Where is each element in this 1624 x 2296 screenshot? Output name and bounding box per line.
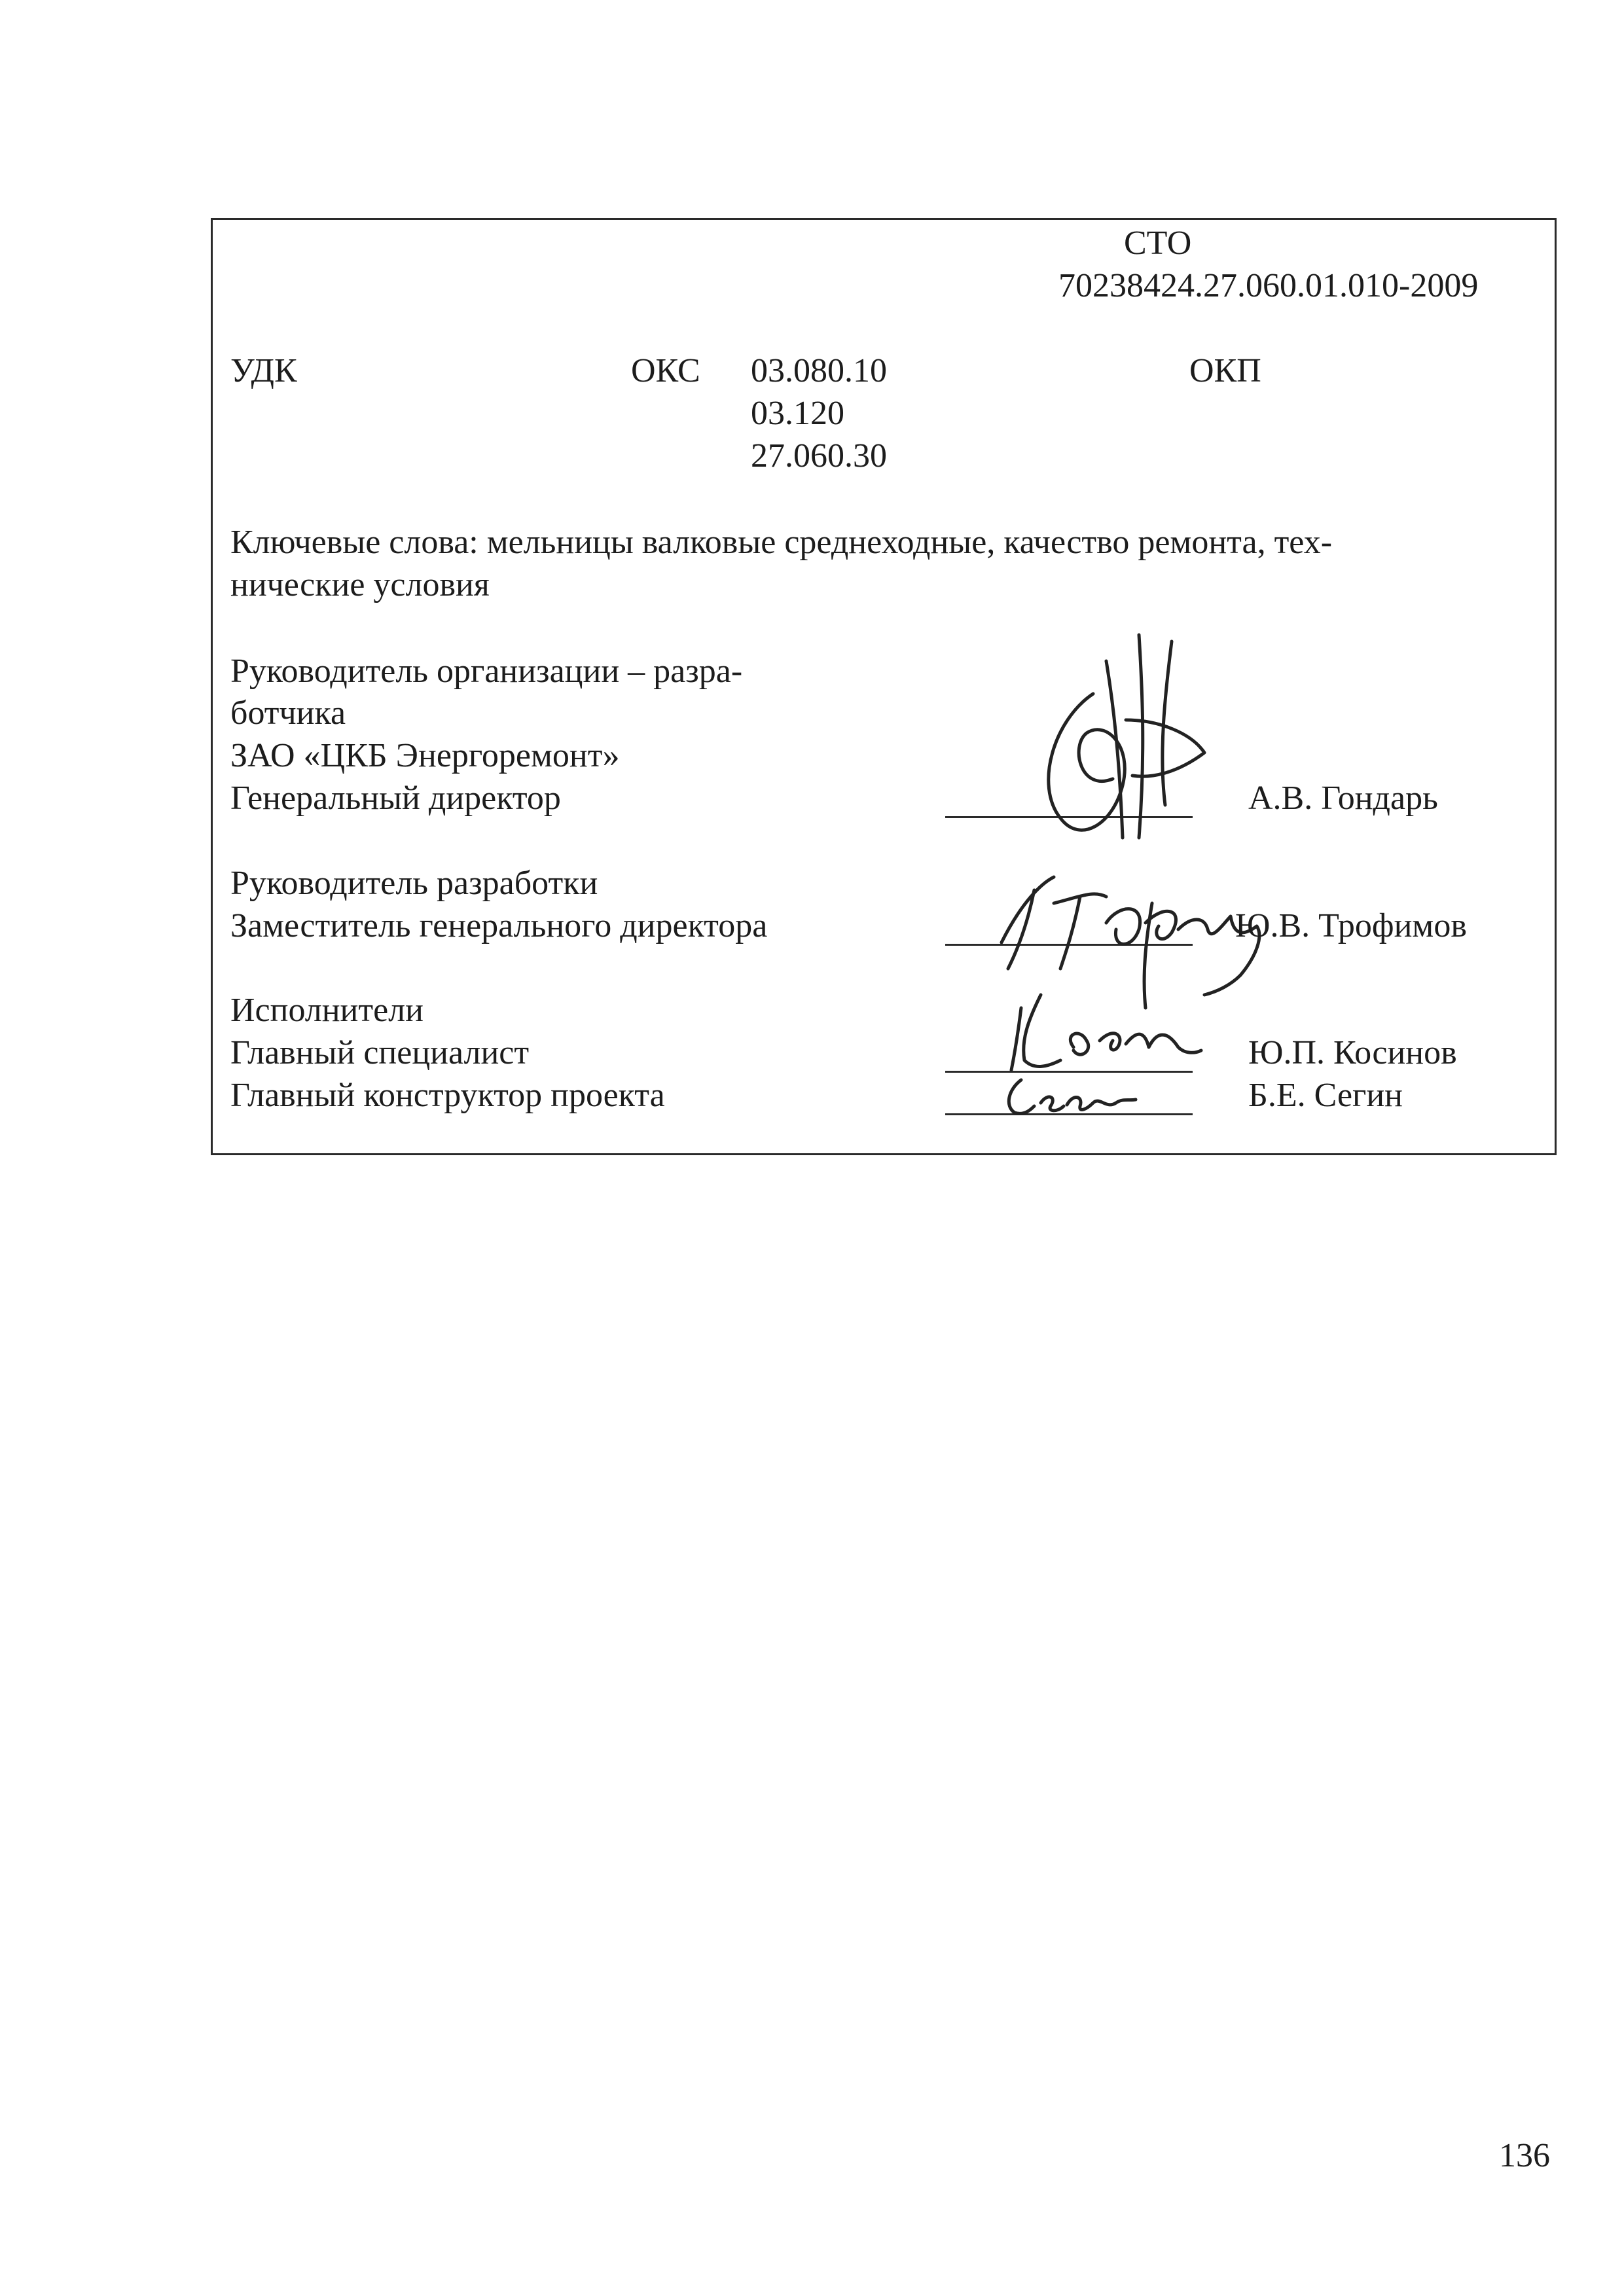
oks-label: ОКС — [631, 352, 700, 389]
page-number: 136 — [1499, 2137, 1550, 2174]
org-name: ЗАО «ЦКБ Энергоремонт» — [230, 737, 620, 774]
executor-name: Ю.П. Косинов — [1248, 1034, 1457, 1071]
org-head-line: ботчика — [230, 694, 346, 732]
signature-gondar — [1008, 622, 1224, 857]
dev-head-title: Руководитель разработки — [230, 865, 598, 902]
dev-head-position: Заместитель генерального директора — [230, 907, 768, 944]
org-head-line: Руководитель организации – разра- — [230, 653, 743, 690]
oks-code: 27.060.30 — [751, 437, 887, 475]
keywords-line: нические условия — [230, 566, 490, 603]
executor-position: Главный специалист — [230, 1034, 530, 1071]
oks-code: 03.080.10 — [751, 352, 887, 389]
standard-type: СТО — [1124, 224, 1192, 262]
executor-name: Б.Е. Сегин — [1248, 1077, 1403, 1114]
executors-title: Исполнители — [230, 992, 424, 1029]
signature-segin — [995, 1073, 1146, 1119]
standard-designation: 70238424.27.060.01.010-2009 — [1058, 267, 1479, 304]
oks-code: 03.120 — [751, 395, 844, 432]
executor-position: Главный конструктор проекта — [230, 1077, 665, 1114]
org-head-position: Генеральный директор — [230, 780, 561, 817]
signature-kosinov — [982, 988, 1204, 1080]
keywords-line: Ключевые слова: мельницы валковые среднеходные, качество ремонта, тех- — [230, 524, 1333, 561]
udk-label: УДК — [230, 352, 297, 389]
org-head-name: А.В. Гондарь — [1248, 780, 1438, 817]
dev-head-name: Ю.В. Трофимов — [1235, 907, 1467, 944]
okp-label: ОКП — [1189, 352, 1261, 389]
